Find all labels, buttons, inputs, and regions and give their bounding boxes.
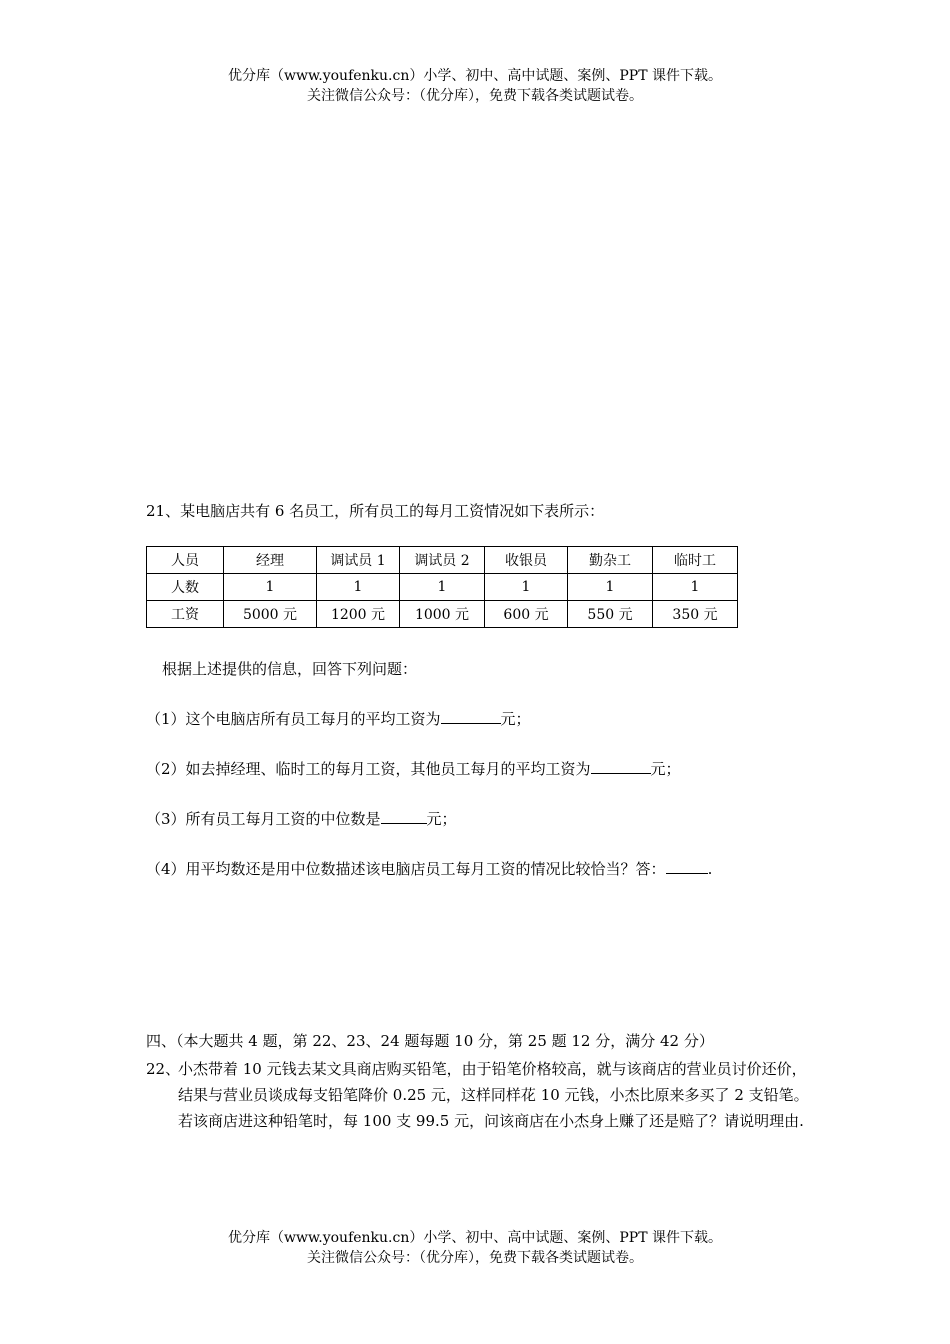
- table-header-cell: 临时工: [653, 547, 738, 574]
- q21-part-3: [146, 808, 457, 830]
- table-cell: 1200 元: [317, 601, 400, 628]
- q21-part-4-end: .: [707, 860, 713, 878]
- answer-blank[interactable]: [591, 759, 651, 774]
- table-cell: 1: [317, 574, 400, 601]
- q21-lead: 根据上述提供的信息，回答下列问题：: [162, 660, 418, 678]
- q21-part-2-text: （2）如去掉经理、临时工的每月工资，其他员工每月的平均工资为: [146, 760, 591, 778]
- q21-part-1-unit: 元；: [500, 710, 531, 728]
- q21-part-1-text: （1）这个电脑店所有员工每月的平均工资为: [146, 710, 441, 728]
- table-header-cell: 调试员 2: [400, 547, 485, 574]
- table-cell: 5000 元: [224, 601, 317, 628]
- q21-intro: 21、某电脑店共有 6 名员工，所有员工的每月工资情况如下表所示：: [146, 502, 605, 520]
- table-cell: 1: [485, 574, 568, 601]
- table-cell: 1: [224, 574, 317, 601]
- page-footer: [0, 1228, 950, 1268]
- q21-part-1: [146, 708, 531, 730]
- section-4-heading: 四、（本大题共 4 题，第 22、23、24 题每题 10 分，第 25 题 12 分，满分 42 分）: [146, 1032, 714, 1050]
- table-cell: 1: [653, 574, 738, 601]
- q21-part-4: [146, 858, 712, 880]
- table-header-cell: 经理: [224, 547, 317, 574]
- q21-part-2-unit: 元；: [650, 760, 681, 778]
- table-header-cell: 人员: [147, 547, 224, 574]
- page-header: [0, 66, 950, 106]
- table-row: [147, 574, 738, 601]
- q21-part-4-text: （4）用平均数还是用中位数描述该电脑店员工每月工资的情况比较恰当？答：: [146, 860, 666, 878]
- header-line-1: 优分库（www.youfenku.cn）小学、初中、高中试题、案例、PPT 课件下载。: [227, 68, 722, 84]
- table-cell: 1: [400, 574, 485, 601]
- table-cell: 1000 元: [400, 601, 485, 628]
- table-cell: 550 元: [568, 601, 653, 628]
- table-header-cell: 调试员 1: [317, 547, 400, 574]
- table-cell: 350 元: [653, 601, 738, 628]
- q21-part-3-text: （3）所有员工每月工资的中位数是: [146, 810, 381, 828]
- table-row: [147, 601, 738, 628]
- salary-table: [146, 546, 738, 628]
- footer-line-1: 优分库（www.youfenku.cn）小学、初中、高中试题、案例、PPT 课件下载。: [227, 1230, 722, 1246]
- table-cell: 工资: [147, 601, 224, 628]
- header-line-2: 关注微信公众号：（优分库），免费下载各类试题试卷。: [307, 88, 643, 104]
- q22-text: 小杰带着 10 元钱去某文具商店购买铅笔，由于铅笔价格较高，就与该商店的营业员讨价还价，结果与营业员谈成每支铅笔降价 0.25 元，这样同样花 10 元钱，小杰比原来多买了 2 支铅笔。若该商店进这种铅笔时，每 100 支 99.5 元，问该商店在小杰身上赚了还是赔了？请说明理由.: [178, 1060, 809, 1130]
- q21-part-3-unit: 元；: [426, 810, 457, 828]
- answer-blank[interactable]: [666, 859, 708, 874]
- footer-line-2: 关注微信公众号：（优分库），免费下载各类试题试卷。: [307, 1250, 643, 1266]
- answer-blank[interactable]: [381, 809, 427, 824]
- table-header-row: [147, 547, 738, 574]
- q22: [146, 1056, 816, 1134]
- table-header-cell: 收银员: [485, 547, 568, 574]
- table-header-cell: 勤杂工: [568, 547, 653, 574]
- table-cell: 600 元: [485, 601, 568, 628]
- table-cell: 人数: [147, 574, 224, 601]
- q22-number: 22、: [146, 1060, 181, 1078]
- answer-blank[interactable]: [441, 709, 501, 724]
- table-cell: 1: [568, 574, 653, 601]
- q21-part-2: [146, 758, 681, 780]
